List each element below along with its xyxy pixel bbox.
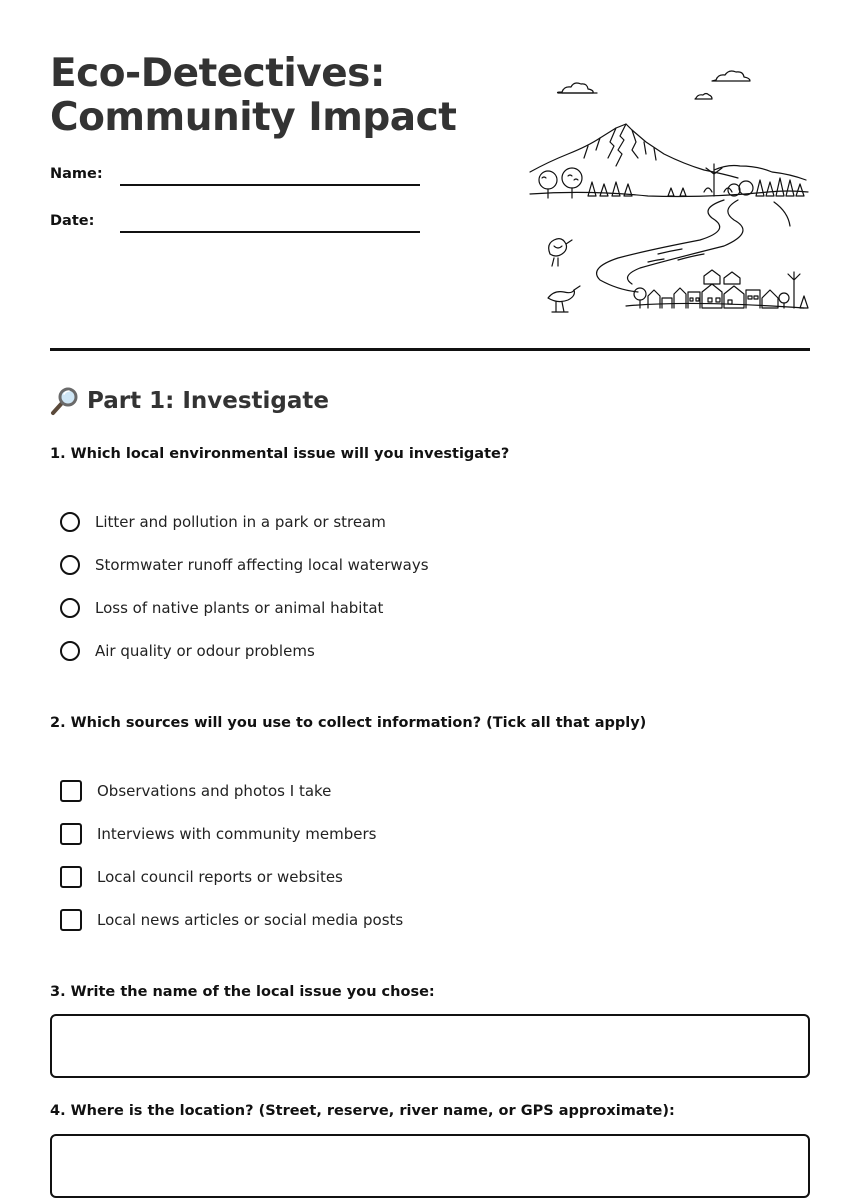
question-3: 3. Write the name of the local issue you chose:: [50, 984, 435, 1000]
part-1-heading-text: Part 1: Investigate: [87, 388, 329, 414]
radio-button[interactable]: [60, 555, 80, 575]
q1-option-litter[interactable]: [60, 509, 386, 535]
tree-line-icon: [530, 164, 808, 198]
header-divider: [50, 348, 810, 351]
name-label: Name:: [50, 166, 103, 182]
landscape-illustration: [528, 62, 812, 322]
bird-icon: [549, 239, 572, 266]
q1-option-label: Stormwater runoff affecting local waterways: [95, 556, 429, 574]
date-field[interactable]: [50, 213, 420, 243]
name-field[interactable]: [50, 166, 420, 196]
question-2: 2. Which sources will you use to collect information? (Tick all that apply): [50, 715, 647, 731]
q2-option-label: Local news articles or social media posts: [97, 911, 404, 929]
radio-button[interactable]: [60, 512, 80, 532]
q1-option-label: Litter and pollution in a park or stream: [95, 513, 386, 531]
q1-option-habitat[interactable]: [60, 595, 383, 621]
checkbox[interactable]: [60, 780, 82, 802]
checkbox[interactable]: [60, 866, 82, 888]
checkbox[interactable]: [60, 823, 82, 845]
q1-option-label: Loss of native plants or animal habitat: [95, 599, 384, 617]
q2-option-label: Local council reports or websites: [97, 868, 343, 886]
q4-answer-box[interactable]: [50, 1134, 810, 1198]
river-icon: [597, 200, 790, 292]
q2-option-news[interactable]: [60, 907, 403, 933]
mountain-icon: [530, 124, 806, 180]
question-4: 4. Where is the location? (Street, reserve, river name, or GPS approximate):: [50, 1103, 675, 1119]
q3-answer-box[interactable]: [50, 1014, 810, 1078]
bird-icon: [548, 286, 580, 312]
q1-option-stormwater[interactable]: [60, 552, 429, 578]
worksheet-page: [50, 0, 810, 1119]
checkbox[interactable]: [60, 909, 82, 931]
title-line-2: Community Impact: [50, 95, 457, 140]
question-1: 1. Which local environmental issue will you investigate?: [50, 446, 510, 462]
part-1-heading: [50, 386, 329, 416]
town-icon: [626, 270, 808, 308]
name-line[interactable]: [120, 184, 420, 186]
q2-option-council-reports[interactable]: [60, 864, 343, 890]
cloud-icon: [712, 71, 750, 81]
q2-option-label: Observations and photos I take: [97, 782, 332, 800]
magnifying-glass-icon: [50, 386, 80, 416]
cloud-icon: [558, 83, 598, 93]
date-label: Date:: [50, 213, 95, 229]
worksheet-title: [50, 52, 456, 140]
worksheet-header: [50, 0, 810, 352]
q2-option-label: Interviews with community members: [97, 825, 377, 843]
cloud-icon: [695, 94, 712, 100]
date-line[interactable]: [120, 231, 420, 233]
title-line-1: Eco-Detectives:: [50, 51, 385, 96]
q1-option-air-quality[interactable]: [60, 638, 315, 664]
q2-option-observations[interactable]: [60, 778, 331, 804]
radio-button[interactable]: [60, 598, 80, 618]
q2-option-interviews[interactable]: [60, 821, 376, 847]
radio-button[interactable]: [60, 641, 80, 661]
q1-option-label: Air quality or odour problems: [95, 642, 315, 660]
